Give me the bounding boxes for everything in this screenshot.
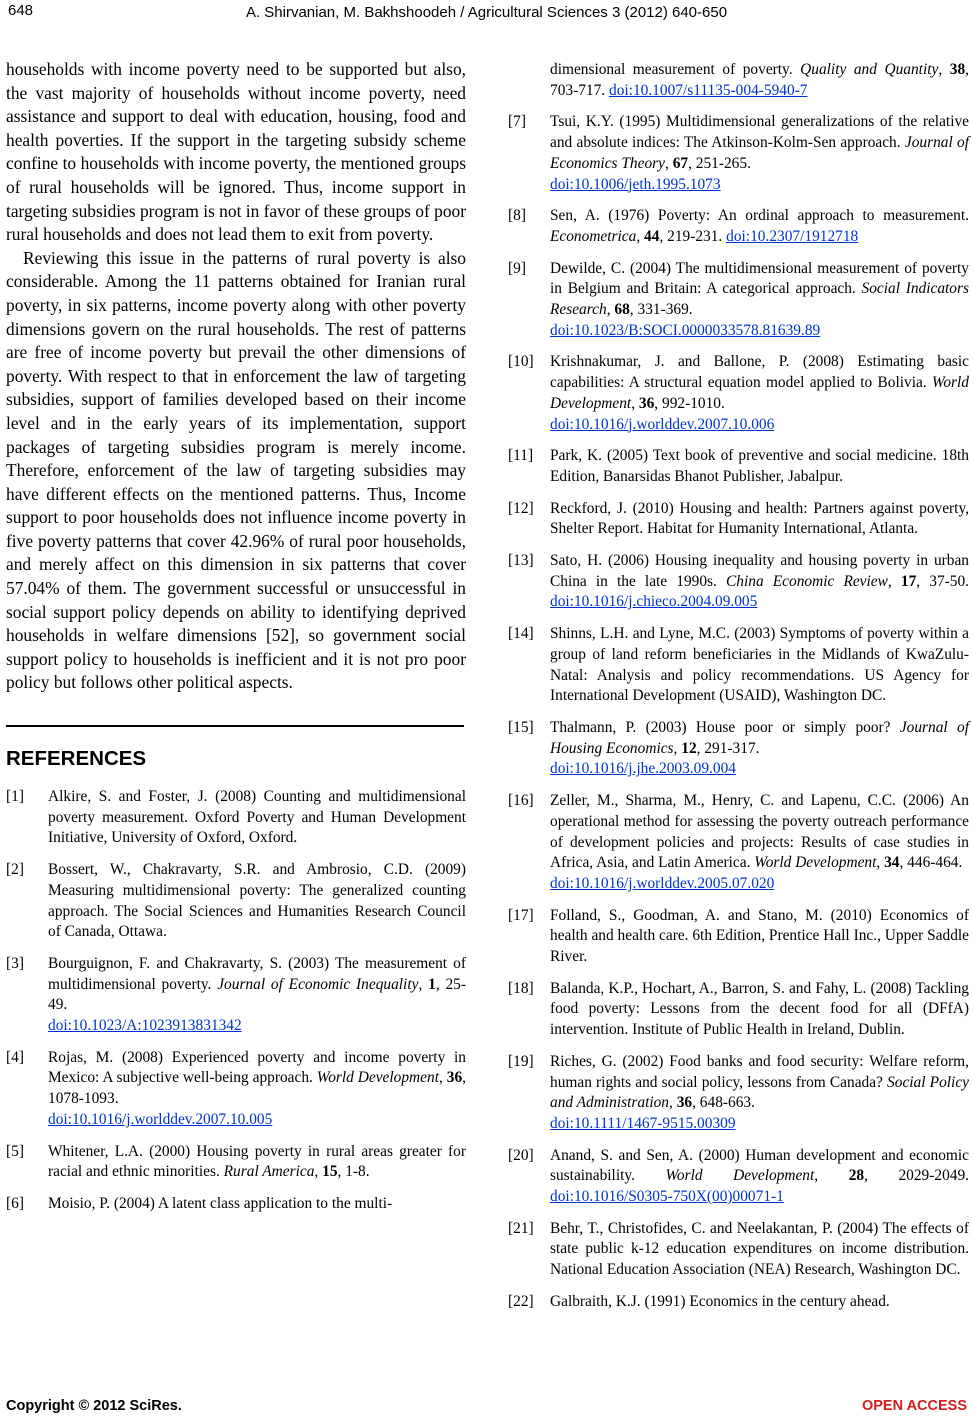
reference-text: Anand, S. and Sen, A. (2000) Human development and economic sustainability. [550,1146,969,1185]
reference-text: Bourguignon, F. and Chakravarty, S. (2003) The measurement of multidimensional poverty. [48,954,466,993]
reference-item [6,1194,466,1215]
reference-list-right [508,60,969,1313]
doi-link[interactable]: doi:10.1023/A:1023913831342 [48,1017,242,1035]
reference-number: [5] [6,1142,24,1160]
footer-open-access: OPEN ACCESS [861,1398,967,1414]
references-heading: REFERENCES [6,747,147,771]
reference-journal: Econometrica [550,227,637,245]
reference-pages: , 1078-1093. [48,1069,467,1108]
reference-number: [12] [508,499,534,517]
reference-item: [5] Whitener, L.A. (2000) Housing poverty in rural areas greater for racial and ethnic minorities. Rural America, 15, 1-8. [6,1142,466,1181]
reference-text: Rojas, M. (2008) Experienced poverty and income poverty in Mexico: A subjective well-being approach. [48,1048,466,1087]
reference-text: Reckford, J. (2010) Housing and health: Partners against poverty, Shelter Report. Habitat for Humanity International, Atlanta. [550,499,969,538]
reference-text: Park, K. (2005) Text book of preventive and social medicine. 18th Edition, Banarsidas Bhanot Publisher, Jabalpur. [550,447,969,485]
reference-pages: , 703-717. [550,61,969,99]
reference-item: dimensional measurement of poverty. Quality and Quantity, 38, 703-717. doi:10.1007/s11135-004-5940-7 [550,61,969,99]
reference-list-left [6,787,466,1215]
reference-number: [6] [6,1194,24,1212]
left-column [6,58,466,1226]
reference-pages: , 446-464. [899,854,963,872]
reference-journal: Journal of Economic Inequality [217,975,419,993]
right-column [508,60,969,1324]
reference-pages: , 219-231. [659,227,727,245]
reference-item: [7] Tsui, K.Y. (1995) Multidimensional generalizations of the relative and absolute indices: The Atkinson-Kolm-Sen approach. Journal of Economics Theory, 67, 251-265. doi:10.1006/jeth.1995.1073 [508,112,969,195]
reference-item: [19] Riches, G. (2002) Food banks and food security: Welfare reform, human rights and social policy, lessons from Canada? Social Policy and Administration, 36, 648-663. doi:10.1111/1467-9515.00309 [508,1052,969,1135]
doi-link[interactable]: doi:10.1016/j.worlddev.2005.07.020 [550,874,775,892]
reference-item [508,499,969,540]
reference-volume: 68 [614,301,630,319]
reference-pages: , 1-8. [337,1163,370,1181]
reference-journal: Journal of Housing Economics [550,718,969,757]
reference-number: [1] [6,788,24,806]
reference-item: [3] Bourguignon, F. and Chakravarty, S. (2003) The measurement of multidimensional poverty. Journal of Economic Inequality, 1, 25-49. doi:10.1023/A:1023913831342 [6,954,466,1037]
doi-link[interactable]: doi:10.2307/1912718 [726,227,859,245]
reference-pages: , 2029-2049. [864,1167,970,1185]
reference-text: Tsui, K.Y. (1995) Multidimensional generalizations of the relative and absolute indices: The Atkinson-Kolm-Sen approach. [550,113,969,152]
reference-number: [7] [508,113,526,131]
doi-link[interactable]: doi:10.1016/S0305-750X(00)00071-1 [550,1188,784,1206]
page-number: 648 [8,2,34,19]
reference-journal: World Development [665,1167,815,1185]
reference-item [508,446,969,487]
reference-volume: 34 [884,854,900,872]
body-paragraph-2: Reviewing this issue in the patterns of rural poverty is also considerable. Among the 11 patterns obtained for Iranian rural poverty, in six patterns, income poverty along with other poverty dimensions govern on the rural households. The rest of patterns are free of income poverty but prevail the other dimensions of poverty. With respect to that in enforcement the law of targeting subsidies, support of families developed based on their income level and in the early years of its implementation, support packages of targeting subsidies program is merely income. Therefore, enforcement of the law of targeting subsidies may have different effects on the mentioned patterns. Thus, Income support to poor households does not influence income poverty in five poverty patterns that cover 42.96% of rural poor households, and merely affect on this dimension in six patterns that cover 57.04% of them. The government successful or unsuccessful in social support policy depends on ability to identifying deprived households in welfare dimensions [52], so government social support policy to households is inefficient and it is not pro poor policy but follows other political aspects. [6,247,466,693]
reference-volume: 28 [848,1167,865,1185]
reference-pages: , 331-369. [629,301,693,319]
reference-item: [15] Thalmann, P. (2003) House poor or simply poor? Journal of Housing Economics, 12, 291-317. doi:10.1016/j.jhe.2003.09.004 [508,718,969,780]
reference-number: [4] [6,1048,24,1066]
reference-volume: 36 [638,394,655,412]
reference-volume: 38 [949,61,966,78]
doi-link[interactable]: doi:10.1016/j.jhe.2003.09.004 [550,760,736,778]
reference-number: [22] [508,1292,534,1310]
doi-link[interactable]: doi:10.1006/jeth.1995.1073 [550,175,721,193]
reference-text: Behr, T., Christofides, C. and Neelakantan, P. (2004) The effects of state public k-12 education expenditures on income distribution. National Education Association (NEA) Research, Washington DC. [550,1219,969,1279]
reference-item [508,979,969,1041]
reference-number: [14] [508,625,534,643]
doi-link[interactable]: doi:10.1023/B:SOCI.0000033578.81639.89 [550,321,821,339]
reference-number: [15] [508,718,534,736]
reference-number: [18] [508,979,534,997]
reference-number: [19] [508,1052,534,1070]
reference-volume: 36 [676,1094,693,1112]
reference-number: [2] [6,861,24,879]
running-title: A. Shirvanian, M. Bakhshoodeh / Agricultural Sciences 3 (2012) 640-650 [245,4,728,21]
reference-pages: , 251-265. [688,154,751,172]
reference-volume: 15 [322,1163,338,1181]
footer-copyright: Copyright © 2012 SciRes. [6,1398,182,1414]
reference-volume: 36 [446,1069,463,1087]
reference-text: Krishnakumar, J. and Ballone, P. (2008) Estimating basic capabilities: A structural equation model applied to Bolivia. [550,353,969,392]
reference-text: Balanda, K.P., Hochart, A., Barron, S. and Fahy, L. (2008) Tackling food poverty: Lessons from the decent food for all (DFfA) intervention. Institute of Public Health in Ireland, Dublin. [550,979,969,1039]
reference-text: Zeller, M., Sharma, M., Henry, C. and Lapenu, C.C. (2006) An operational method for assessing the poverty outreach performance of development policies and projects: Results of case studies in Africa, Asia, and Latin America. [550,792,969,872]
reference-number: [20] [508,1146,534,1164]
reference-text: Riches, G. (2002) Food banks and food security: Welfare reform, human rights and social policy, lessons from Canada? [550,1052,969,1091]
reference-pages: , 37-50. [916,572,969,590]
reference-item: [13] Sato, H. (2006) Housing inequality and housing poverty in urban China in the late 1990s. China Economic Review, 17, 37-50. doi:10.1016/j.chieco.2004.09.005 [508,552,969,611]
reference-item [6,787,466,849]
reference-journal: Quality and Quantity [800,61,939,78]
reference-journal: Rural America [223,1163,315,1181]
reference-number: [10] [508,353,534,371]
reference-text: Sato, H. (2006) Housing inequality and housing poverty in urban China in the late 1990s. [550,552,969,590]
reference-item: [8] Sen, A. (1976) Poverty: An ordinal approach to measurement. Econometrica, 44, 219-231. doi:10.2307/1912718 [508,207,969,245]
reference-journal: World Development [550,374,969,412]
reference-number: [3] [6,954,24,972]
reference-text: Moisio, P. (2004) A latent class application to the multi- [48,1194,393,1212]
reference-pages: , 25-49. [48,975,466,1014]
reference-journal: World Development [754,854,877,872]
reference-item: [10] Krishnakumar, J. and Ballone, P. (2008) Estimating basic capabilities: A structural equation model applied to Bolivia. World Development, 36, 992-1010. doi:10.1016/j.worlddev.2007.10.006 [508,352,969,435]
reference-number: [17] [508,906,534,924]
reference-item [508,1292,969,1313]
reference-number: [13] [508,552,534,570]
reference-pages: , 992-1010. [654,394,725,412]
reference-volume: 1 [428,975,436,993]
reference-text: Whitener, L.A. (2000) Housing poverty in rural areas greater for racial and ethnic minorities. [48,1142,466,1181]
reference-number: [8] [508,207,526,225]
reference-item: [20] Anand, S. and Sen, A. (2000) Human development and economic sustainability. World Development, 28, 2029-2049. doi:10.1016/S0305-750X(00)00071-1 [508,1146,970,1206]
doi-link[interactable]: doi:10.1016/j.chieco.2004.09.005 [550,593,758,611]
reference-journal: Journal of Economics Theory [550,134,969,172]
reference-number: [16] [508,792,534,810]
reference-journal: China Economic Review [726,572,888,590]
reference-item [6,860,466,943]
reference-text: dimensional measurement of poverty. [550,61,801,78]
reference-text: Bossert, W., Chakravarty, S.R. and Ambrosio, C.D. (2009) Measuring multidimensional poverty: The generalized counting approach. The Social Sciences and Humanities Research Council of Canada, Ottawa. [48,861,466,941]
reference-journal: Social Policy and Administration [550,1073,969,1112]
reference-item [508,906,969,968]
reference-item [508,624,969,707]
reference-volume: 12 [681,739,697,757]
reference-item: [16] Zeller, M., Sharma, M., Henry, C. and Lapenu, C.C. (2006) An operational method for assessing the poverty outreach performance of development policies and projects: Results of case studies in Africa, Asia, and Latin America. World Development, 34, 446-464. doi:10.1016/j.worlddev.2005.07.020 [508,791,969,895]
reference-item [508,1219,969,1281]
reference-volume: 67 [672,154,689,172]
reference-pages: , 648-663. [692,1094,755,1112]
reference-text: Alkire, S. and Foster, J. (2008) Counting and multidimensional poverty measurement. Oxford Poverty and Human Development Initiative, University of Oxford, Oxford. [48,788,466,847]
reference-journal: Social Indicators Research [550,280,969,319]
reference-text: Dewilde, C. (2004) The multidimensional measurement of poverty in Belgium and Britain: A categorical approach. [550,259,969,298]
reference-text: Thalmann, P. (2003) House poor or simply poor? [550,718,900,736]
doi-link[interactable]: doi:10.1016/j.worlddev.2007.10.006 [550,415,775,433]
reference-number: [11] [508,447,534,465]
section-divider [6,725,464,727]
reference-number: [21] [508,1219,534,1237]
body-paragraph-1: households with income poverty need to be supported but also, the vast majority of households without income poverty, need assistance and support to deal with education, housing, food and health poverties. If the support in the targeting subsidy scheme confine to households with income poverty, the mentioned groups of rural households will be ignored. Thus, income support in targeting subsidies program is not in favor of these groups of poor rural households and does not lead them to exit from poverty. [6,59,466,245]
reference-number: [9] [508,259,526,277]
doi-link[interactable]: doi:10.1007/s11135-004-5940-7 [609,81,808,99]
doi-link[interactable]: doi:10.1111/1467-9515.00309 [550,1114,736,1132]
reference-pages: , 291-317. [696,739,760,757]
reference-text: Galbraith, K.J. (1991) Economics in the century ahead. [550,1292,890,1310]
reference-text: Folland, S., Goodman, A. and Stano, M. (2010) Economics of health and health care. 6th Edition, Prentice Hall Inc., Upper Saddle River. [550,906,969,966]
reference-text: Sen, A. (1976) Poverty: An ordinal approach to measurement. [550,207,969,225]
reference-item: [9] Dewilde, C. (2004) The multidimensional measurement of poverty in Belgium and Britain: A categorical approach. Social Indicators Research, 68, 331-369. doi:10.1023/B:SOCI.0000033578.81639.89 [508,259,969,342]
reference-volume: 17 [900,572,917,590]
reference-text: Shinns, L.H. and Lyne, M.C. (2003) Symptoms of poverty within a group of land reform beneficiaries in the Midlands of KwaZulu-Natal: Analysis and policy recommendations. US Agency for International Development (USAID), Washington DC. [550,625,969,705]
reference-journal: World Development [316,1069,439,1087]
reference-item: [4] Rojas, M. (2008) Experienced poverty and income poverty in Mexico: A subjective well-being approach. World Development, 36, 1078-1093. doi:10.1016/j.worlddev.2007.10.005 [6,1048,466,1131]
doi-link[interactable]: doi:10.1016/j.worlddev.2007.10.005 [48,1110,273,1128]
reference-volume: 44 [644,227,660,245]
